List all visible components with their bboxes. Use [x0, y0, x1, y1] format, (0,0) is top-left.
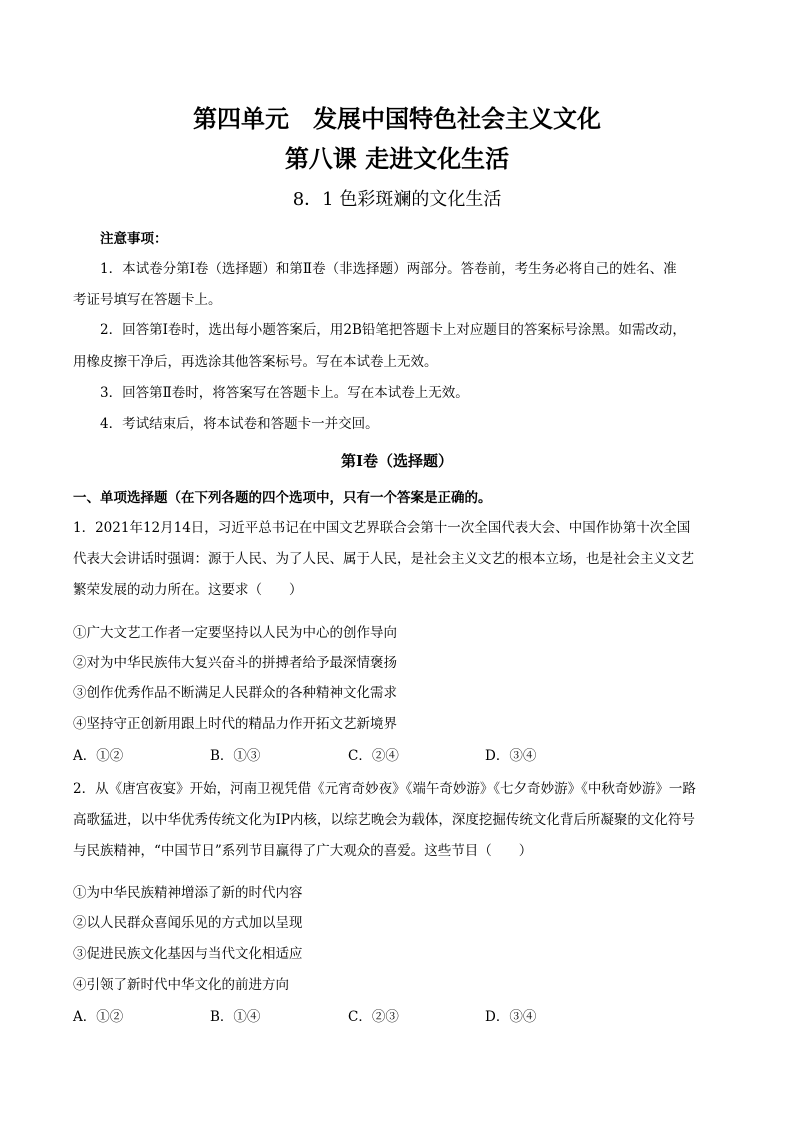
question-1-options — [73, 746, 733, 766]
note-line: 3．回答第Ⅱ卷时，将答案写在答题卡上。写在本试卷上无效。 — [100, 385, 469, 401]
option-b: B．①③ — [210, 748, 261, 764]
question-1-item: ①广大文艺工作者一定要坚持以人民为中心的创作导向 — [73, 625, 397, 641]
option-a: A．①② — [73, 748, 124, 764]
question-1-stem: 代表大会讲话时强调：源于人民、为了人民、属于人民，是社会主义文艺的根本立场，也是社会主义文艺 — [73, 551, 694, 567]
question-1-item: ④坚持守正创新用跟上时代的精品力作开拓文艺新境界 — [73, 716, 397, 732]
note-line: 考证号填写在答题卡上。 — [73, 292, 222, 308]
part-heading: 一、单项选择题（在下列各题的四个选项中，只有一个答案是正确的。 — [73, 490, 492, 506]
question-2-item: ②以人民群众喜闻乐见的方式加以呈现 — [73, 915, 303, 931]
option-d: D．③④ — [485, 1009, 537, 1025]
note-line: 4．考试结束后，将本试卷和答题卡一并交回。 — [100, 416, 379, 432]
note-line: 用橡皮擦干净后，再选涂其他答案标号。写在本试卷上无效。 — [73, 354, 438, 370]
section-title: 8．1 色彩斑斓的文化生活 — [292, 189, 502, 210]
question-1-item: ②对为中华民族伟大复兴奋斗的拼搏者给予最深情褒扬 — [73, 655, 397, 671]
volume-title: 第Ⅰ卷（选择题） — [340, 452, 454, 470]
unit-title: 第四单元 发展中国特色社会主义文化 — [193, 104, 601, 133]
notes-heading: 注意事项： — [100, 231, 168, 247]
question-2-options — [73, 1007, 733, 1027]
option-d: D．③④ — [485, 748, 537, 764]
lesson-title: 第八课 走进文化生活 — [284, 144, 510, 173]
question-2-stem: 2．从《唐宫夜宴》开始，河南卫视凭借《元宵奇妙夜》《端午奇妙游》《七夕奇妙游》《中秋奇妙游》一路 — [73, 781, 696, 797]
question-2-stem: 高歌猛进，以中华优秀传统文化为IP内核，以综艺晚会为载体，深度挖掘传统文化背后所凝聚的文化符号 — [73, 812, 695, 828]
question-2-item: ③促进民族文化基因与当代文化相适应 — [73, 946, 303, 962]
option-c: C．②④ — [348, 748, 399, 764]
question-1-stem: 1．2021年12月14日，习近平总书记在中国文艺界联合会第十一次全国代表大会、中国作协第十次全国 — [73, 520, 691, 536]
note-line: 2．回答第Ⅰ卷时，选出每小题答案后，用2B铅笔把答题卡上对应题目的答案标号涂黑。如需改动， — [100, 322, 686, 338]
note-line: 1．本试卷分第Ⅰ卷（选择题）和第Ⅱ卷（非选择题）两部分。答卷前，考生务必将自己的姓名、准 — [100, 261, 677, 277]
question-2-item: ④引领了新时代中华文化的前进方向 — [73, 977, 289, 993]
question-2-item: ①为中华民族精神增添了新的时代内容 — [73, 885, 303, 901]
option-c: C．②③ — [348, 1009, 399, 1025]
option-b: B．①④ — [210, 1009, 261, 1025]
question-1-item: ③创作优秀作品不断满足人民群众的各种精神文化需求 — [73, 685, 397, 701]
question-2-stem: 与民族精神，“中国节日”系列节目赢得了广大观众的喜爱。这些节目（ ） — [73, 843, 533, 859]
option-a: A．①② — [73, 1009, 124, 1025]
question-1-stem: 繁荣发展的动力所在。这要求（ ） — [73, 582, 303, 598]
